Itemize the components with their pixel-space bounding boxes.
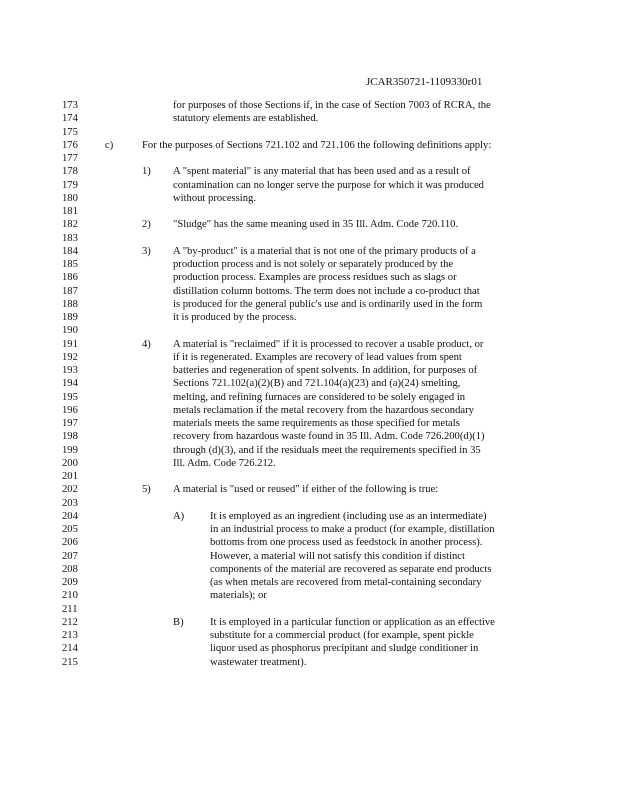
line-number: 210: [62, 590, 78, 602]
line-number: 212: [62, 616, 78, 628]
line-number: 189: [62, 312, 78, 323]
document-line: [0, 642, 618, 655]
line-text: materials); or: [210, 590, 267, 602]
line-text: in an industrial process to make a product (for example, distillation: [210, 524, 495, 535]
line-number: 213: [62, 630, 78, 641]
line-text: if it is regenerated. Examples are recovery of lead values from spent: [173, 351, 462, 363]
document-line: [0, 576, 618, 589]
line-text: components of the material are recovered as separate end products: [210, 563, 492, 575]
line-text: recovery from hazardous waste found in 35 Ill. Adm. Code 726.200(d)(1): [173, 431, 485, 443]
line-text: contamination can no longer serve the purpose for which it was produced: [173, 179, 484, 191]
line-text: A material is "used or reused" if either of the following is true:: [173, 484, 439, 496]
line-text: distillation column bottoms. The term does not include a co-product that: [173, 285, 480, 297]
document-line: [0, 139, 618, 152]
line-number: 191: [62, 338, 78, 350]
document-line: [0, 656, 618, 669]
item-label: c): [105, 139, 114, 151]
line-number: 208: [62, 563, 78, 575]
line-number: 184: [62, 245, 78, 257]
line-text: It is employed in a particular function or application as an effective: [210, 616, 495, 628]
document-line: [0, 603, 618, 616]
line-number: 195: [62, 391, 78, 403]
document-line: [0, 510, 618, 523]
line-number: 214: [62, 643, 78, 655]
line-number: 207: [62, 550, 78, 562]
line-text: A "spent material" is any material that has been used and as a result of: [173, 166, 471, 178]
line-text: through (d)(3), and if the residuals meet the requirements specified in 35: [173, 444, 481, 456]
document-line: [0, 404, 618, 417]
line-text: metals reclamation if the metal recovery from the hazardous secondary: [173, 404, 474, 416]
document-line: [0, 232, 618, 245]
document-line: [0, 483, 618, 496]
line-text: For the purposes of Sections 721.102 and 721.106 the following definitions apply:: [142, 139, 492, 151]
line-number: 187: [62, 285, 78, 297]
document-line: [0, 324, 618, 337]
line-number: 192: [62, 351, 78, 363]
document-line: [0, 179, 618, 192]
document-line: [0, 351, 618, 364]
item-label: 1): [142, 166, 151, 178]
line-text: (as when metals are recovered from metal-containing secondary: [210, 577, 482, 588]
document-line: [0, 550, 618, 563]
document-line: [0, 470, 618, 483]
line-text: melting, and refining furnaces are considered to be solely engaged in: [173, 391, 466, 403]
line-text: substitute for a commercial product (for example, spent pickle: [210, 630, 474, 641]
item-label: B): [173, 616, 184, 628]
line-text: for purposes of those Sections if, in the case of Section 7003 of RCRA, the: [173, 100, 491, 111]
document-line: [0, 218, 618, 231]
line-text: It is employed as an ingredient (including use as an intermediate): [210, 510, 487, 522]
document-line: [0, 271, 618, 284]
item-label: 3): [142, 245, 151, 257]
document-line: [0, 99, 618, 112]
line-text: without processing.: [173, 192, 256, 204]
line-number: 174: [62, 113, 78, 125]
line-number: 179: [62, 179, 78, 191]
document-line: [0, 245, 618, 258]
line-number: 205: [62, 524, 78, 535]
line-number: 173: [62, 100, 78, 111]
line-number: 178: [62, 166, 78, 178]
line-number: 182: [62, 219, 78, 231]
document-line: [0, 391, 618, 404]
line-text: materials meets the same requirements as those specified for metals: [173, 418, 460, 429]
document-line: [0, 523, 618, 536]
line-number: 196: [62, 404, 78, 416]
document-line: [0, 126, 618, 139]
line-number: 199: [62, 444, 78, 456]
line-text: bottoms from one process used as feedstock in another process).: [210, 537, 483, 549]
line-text: "Sludge" has the same meaning used in 35 Ill. Adm. Code 720.110.: [173, 219, 459, 231]
line-number: 190: [62, 325, 78, 337]
line-text: Sections 721.102(a)(2)(B) and 721.104(a)(23) and (a)(24) smelting,: [173, 378, 461, 390]
line-number: 209: [62, 577, 78, 588]
document-line: [0, 444, 618, 457]
document-line: [0, 497, 618, 510]
document-line: [0, 430, 618, 443]
line-number: 204: [62, 510, 78, 522]
line-number: 177: [62, 153, 78, 164]
document-line: [0, 165, 618, 178]
line-number: 203: [62, 497, 78, 509]
line-number: 194: [62, 378, 78, 390]
document-line: [0, 205, 618, 218]
document-line: [0, 629, 618, 642]
line-text: statutory elements are established.: [173, 113, 319, 125]
line-number: 206: [62, 537, 78, 549]
document-line: [0, 364, 618, 377]
document-line: [0, 258, 618, 271]
line-text: production process. Examples are process residues such as slags or: [173, 272, 457, 284]
document-line: [0, 563, 618, 576]
line-text: A "by-product" is a material that is not one of the primary products of a: [173, 245, 476, 257]
line-number: 198: [62, 431, 78, 443]
document-line: [0, 417, 618, 430]
line-number: 188: [62, 298, 78, 310]
line-text: production process and is not solely or separately produced by the: [173, 259, 454, 270]
line-text: However, a material will not satisfy this condition if distinct: [210, 550, 465, 562]
line-number: 185: [62, 259, 78, 270]
line-number: 200: [62, 457, 78, 469]
line-number: 201: [62, 471, 78, 482]
item-label: 4): [142, 338, 151, 350]
line-text: Ill. Adm. Code 726.212.: [173, 457, 276, 469]
document-line: [0, 536, 618, 549]
line-text: batteries and regeneration of spent solvents. In addition, for purposes of: [173, 365, 478, 376]
line-number: 181: [62, 206, 78, 217]
line-number: 197: [62, 418, 78, 429]
line-number: 180: [62, 192, 78, 204]
line-text: A material is "reclaimed" if it is processed to recover a usable product, or: [173, 338, 484, 350]
line-number: 202: [62, 484, 78, 496]
item-label: A): [173, 510, 185, 522]
line-number: 175: [62, 126, 78, 138]
line-number: 193: [62, 365, 78, 376]
line-number: 211: [62, 603, 78, 615]
document-line: [0, 152, 618, 165]
document-line: [0, 298, 618, 311]
item-label: 2): [142, 219, 151, 231]
document-line: [0, 192, 618, 205]
line-text: liquor used as phosphorus precipitant and sludge conditioner in: [210, 643, 479, 655]
line-number: 215: [62, 656, 78, 668]
line-number: 183: [62, 232, 78, 244]
line-text: is produced for the general public's use and is ordinarily used in the form: [173, 298, 483, 310]
document-line: [0, 377, 618, 390]
line-number: 176: [62, 139, 78, 151]
document-line: [0, 338, 618, 351]
document-line: [0, 311, 618, 324]
document-line: [0, 589, 618, 602]
document-line: [0, 285, 618, 298]
item-label: 5): [142, 484, 151, 496]
document-line: [0, 112, 618, 125]
document-id: JCAR350721-1109330r01: [366, 76, 483, 88]
line-number: 186: [62, 272, 78, 284]
line-text: wastewater treatment).: [210, 656, 307, 668]
document-line: [0, 616, 618, 629]
line-text: it is produced by the process.: [173, 312, 297, 323]
document-line: [0, 457, 618, 470]
